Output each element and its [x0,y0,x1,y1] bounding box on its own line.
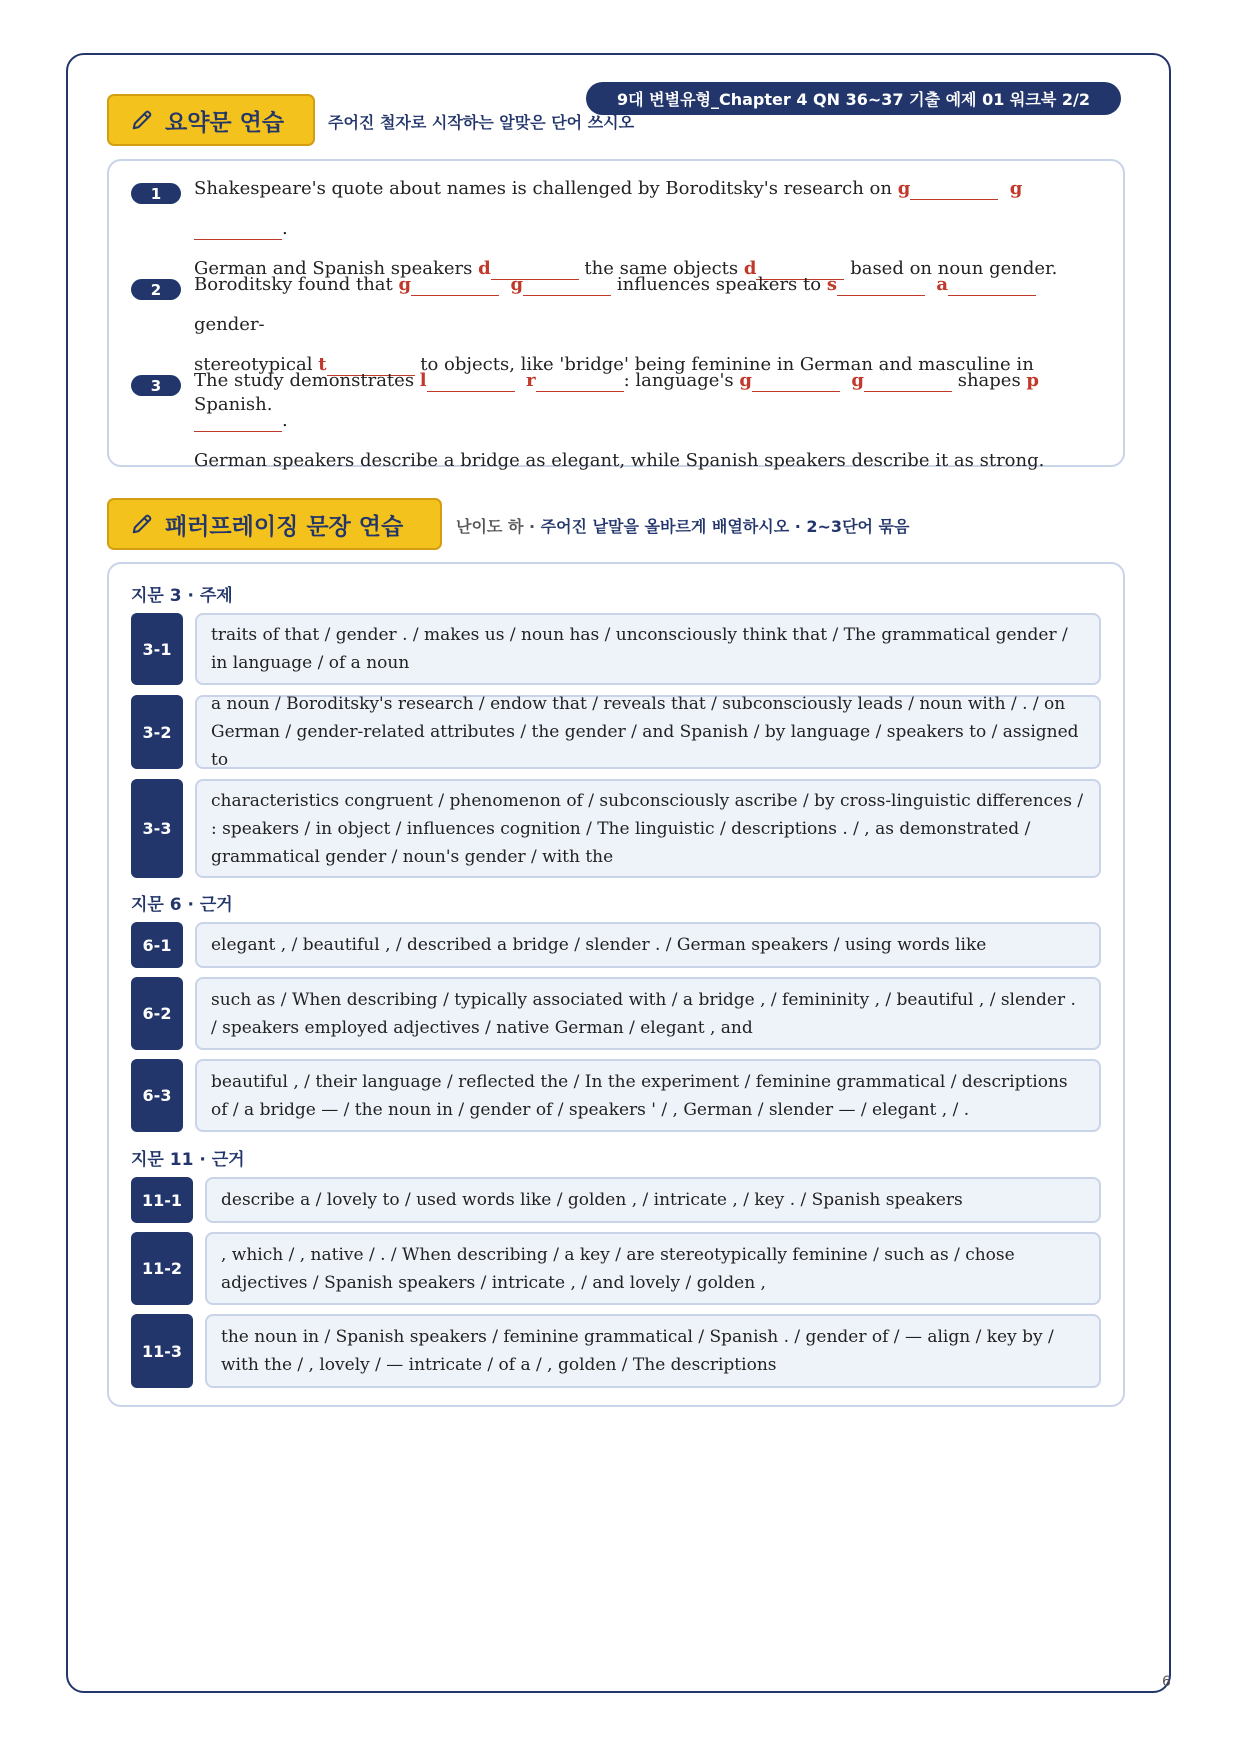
hint-letter: g [897,178,911,199]
text-span: stereotypical [194,354,319,375]
row-id: 3-3 [131,779,183,878]
word-chunks: the noun in / Spanish speakers / feminine grammatical / Spanish . / gender of / — align / key by / with the / , lovely / — intricate / of a / , golden / The descriptions [205,1314,1101,1388]
worksheet-title: 9대 변별유형_Chapter 4 QN 36~37 기출 예제 01 워크북 2/2 [586,82,1121,115]
paraphrase-instruction [456,514,909,537]
text-span: Shakespeare's quote about names is challenged by Boroditsky's research on [194,178,898,199]
text-span: German speakers describe a bridge as elegant, while Spanish speakers describe it as strong. [194,450,1045,471]
answer-blank[interactable] [194,409,282,432]
row-id: 6-3 [131,1059,183,1132]
row-id: 11-3 [131,1314,193,1388]
hint-letter: g [851,370,864,391]
row-id: 6-2 [131,977,183,1050]
summary-section-tag [107,94,315,146]
item-number: 3 [131,375,181,396]
page-number: 6 [1162,1674,1171,1690]
answer-blank[interactable] [536,369,624,392]
word-chunks: traits of that / gender . / makes us / noun has / unconsciously think that / The grammatical gender / in language / of a noun [195,613,1101,685]
paraphrase-panel [107,562,1125,1407]
answer-blank[interactable] [752,369,840,392]
word-chunks: elegant , / beautiful , / described a bridge / slender . / German speakers / using words like [195,922,1101,968]
row-id: 11-1 [131,1177,193,1223]
answer-blank[interactable] [948,273,1036,296]
paraphrase-row [131,1177,1101,1223]
paraphrase-row [131,922,1101,968]
hint-letter: d [478,258,491,279]
hint-letter: s [826,274,837,295]
hint-letter: p [1026,370,1040,391]
row-id: 6-1 [131,922,183,968]
answer-blank[interactable] [864,369,952,392]
word-chunks: such as / When describing / typically associated with / a bridge , / femininity , / beautiful , / slender . / speakers employed adjectives / native German / elegant , and [195,977,1101,1050]
text-span: German and Spanish speakers [194,258,479,279]
paraphrase-row [131,1059,1101,1132]
item-number: 1 [131,183,181,204]
summary-instruction: 주어진 철자로 시작하는 알맞은 단어 쓰시오 [328,113,635,132]
item-number: 2 [131,279,181,300]
text-span: influences speakers to [611,274,827,295]
summary-section-title: 요약문 연습 [165,109,285,136]
paraphrase-row [131,695,1101,769]
text-span: . [282,218,288,239]
answer-blank[interactable] [427,369,515,392]
hint-letter: r [526,370,536,391]
word-chunks: describe a / lovely to / used words like / golden , / intricate , / key . / Spanish speakers [205,1177,1101,1223]
summary-text [194,361,1103,481]
paraphrase-row [131,1232,1101,1305]
text-span: Boroditsky found that [194,274,399,295]
hint-letter: g [510,274,524,295]
hint-letter: g [398,274,412,295]
passage-heading: 지문 11 · 근거 [131,1150,245,1170]
paraphrase-row [131,977,1101,1050]
text-span: shapes [952,370,1027,391]
answer-blank[interactable] [194,217,282,240]
text-span: gender- [194,314,265,335]
answer-blank[interactable] [837,273,925,296]
hint-letter: a [936,274,949,295]
answer-blank[interactable] [523,273,611,296]
passage-heading: 지문 3 · 주제 [131,586,233,606]
word-chunks: , which / , native / . / When describing / a key / are stereotypically feminine / such as / chose adjectives / Spanish speakers / intricate , / and lovely / golden , [205,1232,1101,1305]
answer-blank[interactable] [910,177,998,200]
difficulty-label: 난이도 하 · [456,517,536,536]
summary-panel [107,159,1125,471]
paraphrase-row [131,779,1101,878]
paraphrase-row [131,613,1101,685]
text-span: to objects, like 'bridge' being feminine in German and masculine in Spanish. [194,354,1034,415]
hint-letter: t [318,354,327,375]
paraphrase-row [131,1314,1101,1388]
paraphrase-section-tag [107,498,442,550]
text-span: : language's [623,370,740,391]
hint-letter: l [419,370,427,391]
paraphrase-section-title: 패러프레이징 문장 연습 [165,513,404,540]
passage-heading: 지문 6 · 근거 [131,895,233,915]
hint-letter: g [739,370,752,391]
pencil-icon [131,513,153,535]
row-id: 3-2 [131,695,183,769]
row-id: 3-1 [131,613,183,685]
answer-blank[interactable] [411,273,499,296]
word-chunks: characteristics congruent / phenomenon of / subconsciously ascribe / by cross-linguistic differences / : speakers / in object / influences cognition / The linguistic / descriptions . / , as demonstrated / grammatical gender / noun's gender / with the [195,779,1101,878]
instruction-text: 주어진 낱말을 올바르게 배열하시오 · 2~3단어 묶음 [540,517,910,536]
word-chunks: a noun / Boroditsky's research / endow that / reveals that / subconsciously leads / noun with / . / on German / gender-related attributes / the gender / and Spanish / by language / speakers to / assigned to [195,695,1101,769]
text-span: the same objects [578,258,744,279]
row-id: 11-2 [131,1232,193,1305]
text-span: The study demonstrates [194,370,420,391]
text-span: based on noun gender. [844,258,1058,279]
hint-letter: d [743,258,757,279]
text-span: . [282,410,288,431]
hint-letter: g [1009,178,1023,199]
word-chunks: beautiful , / their language / reflected the / In the experiment / feminine grammatical / descriptions of / a bridge — / the noun in / gender of / speakers ' / , German / slender — / elegant , / . [195,1059,1101,1132]
pencil-icon [131,109,153,131]
